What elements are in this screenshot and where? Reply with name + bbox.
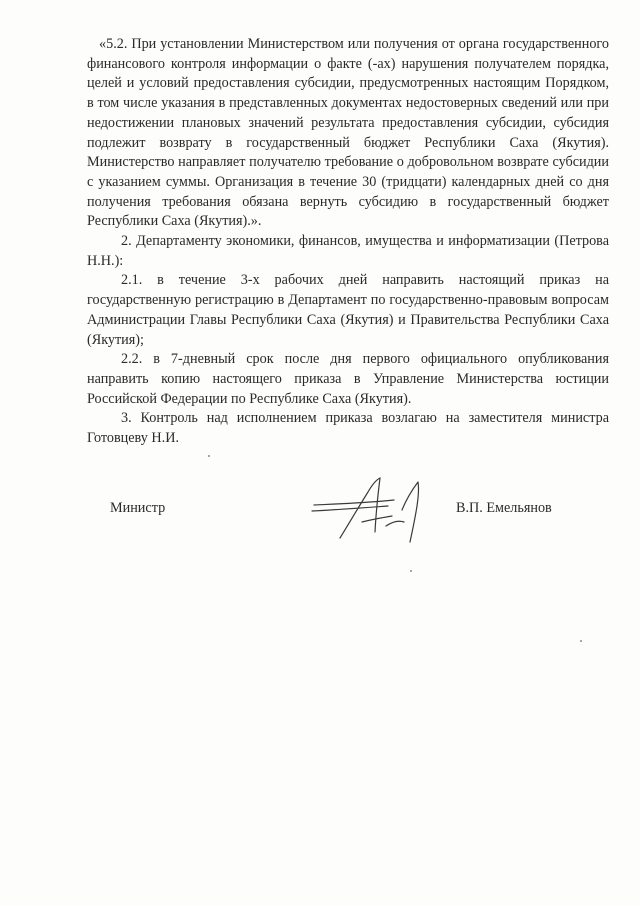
scan-speck (580, 640, 582, 642)
scan-speck (410, 570, 412, 572)
document-body (87, 35, 609, 449)
paragraph-2-2-publication: 2.2. в 7-дневный срок после дня первого официального опубликования направить копию настоящего приказа в Управление Министерства юстиции Российской Федерации по Республике Саха (Якутия). (87, 351, 609, 407)
paragraph-2-1-registration: 2.1. в течение 3-х рабочих дней направить настоящий приказ на государственную регистрацию в Департамент по государственно-правовым вопросам Администрации Главы Республики Саха (Якутия) и Правительства Республики Саха (Якутия); (87, 272, 609, 348)
signatory-name: В.П. Емельянов (456, 500, 552, 516)
scan-speck (208, 455, 210, 457)
signature-block (0, 470, 640, 560)
handwritten-signature (306, 470, 446, 550)
signatory-title: Министр (110, 500, 166, 516)
paragraph-5-2-amendment: «5.2. При установлении Министерством или получения от органа государственного финансового контроля информации о факте (-ах) нарушения получателем порядка, целей и условий предоставления субсидии, предусмотренных настоящим Порядком, в том числе указания в представленных документах недостоверных сведений или при недостижении плановых значений результата предоставления субсидии, субсидия подлежит возврату в государственный бюджет Республики Саха (Якутия). Министерство направляет получателю требование о добровольном возврате субсидии с указанием суммы. Организация в течение 30 (тридцати) календарных дней со дня получения требования обязана вернуть субсидию в государственный бюджет Республики Саха (Якутия).». (87, 36, 609, 230)
paragraph-3-control: 3. Контроль над исполнением приказа возлагаю на заместителя министра Готовцеву Н.И. (87, 410, 609, 447)
paragraph-2-department: 2. Департаменту экономики, финансов, имущества и информатизации (Петрова Н.Н.): (87, 233, 609, 269)
